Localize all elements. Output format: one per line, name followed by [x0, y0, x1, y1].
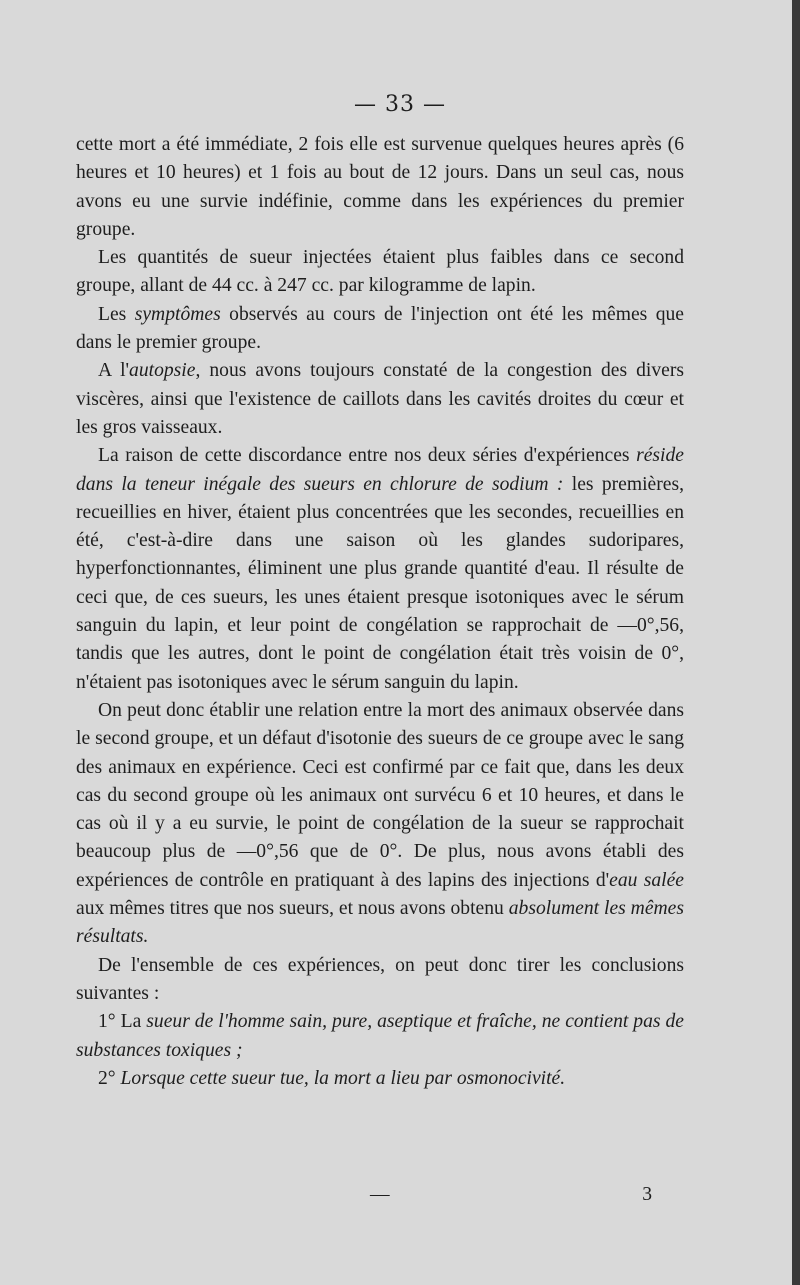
text-run: , nous avons toujours constaté de la congestion des divers viscères, ainsi que l'existence de caillots dans les cavités droites du cœur et les gros vaisseaux.	[76, 360, 684, 438]
text-run: Les quantités de sueur injectées étaient plus faibles dans ce second groupe, allant de 44 cc. à 247 cc. par kilogramme de lapin.	[76, 247, 684, 297]
italic-text: eau salée	[609, 869, 684, 891]
page-edge	[792, 0, 800, 1285]
text-run: les premières, recueillies en hiver, étaient plus concentrées que les secondes, recueillies en été, c'est-à-dire dans une saison où les glandes sudoripares, hyperfonctionnantes, éliminent une plus grande quantité d'eau. Il résulte de ceci que, de ces sueurs, les unes étaient presque isotoniques avec le sérum sanguin du lapin, et leur point de congélation se rapprochait de —0°,56, tandis que les autres, dont le point de congélation était très voisin de 0°, n'étaient pas isotoniques avec le sérum sanguin du lapin.	[76, 473, 684, 693]
text-run: A l'	[98, 360, 130, 382]
body-text	[76, 131, 684, 1093]
text-run: 1° La	[98, 1011, 147, 1033]
text-run: cette mort a été immédiate, 2 fois elle est survenue quelques heures après (6 heures et 10 heures) et 1 fois au bout de 12 jours. Dans un seul cas, nous avons eu une survie indéfinie, comme dans les expériences du premier groupe.	[76, 134, 684, 240]
italic-text: symptômes	[134, 303, 221, 325]
text-run: Les	[98, 303, 135, 325]
page-number: — 33 —	[354, 92, 446, 117]
text-run: On peut donc établir une relation entre la mort des animaux observée dans le second groupe, et un défaut d'isotonie des sueurs de ce groupe avec le sang des animaux en expérience. Ceci est confirmé par ce fait que, dans les deux cas du second groupe où les animaux ont survécu 6 et 10 heures, et dans le cas où il y a eu survie, le point de congélation de la sueur se rapprochait beaucoup plus de —0°,56 que de 0°. De plus, nous avons établi des expériences de contrôle en pratiquant à des lapins des injections d'	[76, 699, 684, 891]
text-run: 2°	[98, 1067, 121, 1089]
text-run: aux mêmes titres que nos sueurs, et nous avons obtenu	[76, 898, 509, 920]
paragraph	[76, 442, 684, 697]
italic-text: absolument les mêmes résultats.	[76, 898, 684, 948]
paragraph	[76, 1065, 684, 1093]
text-run: La raison de cette discordance entre nos deux séries d'expériences	[98, 445, 637, 467]
paragraph	[76, 357, 684, 442]
text-run: observés au cours de l'injection ont été les mêmes que dans le premier groupe.	[76, 303, 684, 354]
paragraph	[76, 301, 684, 358]
text-run: De l'ensemble de ces expériences, on peut donc tirer les conclusions suivantes :	[76, 954, 684, 1004]
paragraph	[76, 697, 684, 952]
italic-text: réside dans la teneur inégale des sueurs en chlorure de sodium :	[76, 445, 684, 495]
signature-mark: 3	[642, 1184, 652, 1205]
paragraph	[76, 1008, 684, 1065]
italic-text: autopsie	[129, 360, 196, 382]
paragraph	[76, 131, 684, 244]
italic-text: Lorsque cette sueur tue, la mort a lieu par osmonocivité.	[120, 1067, 566, 1089]
italic-text: sueur de l'homme sain, pure, aseptique et fraîche, ne contient pas de substances toxiques ;	[76, 1011, 684, 1061]
paragraph	[76, 952, 684, 1009]
paragraph	[76, 244, 684, 301]
footer-dash: —	[370, 1184, 390, 1205]
